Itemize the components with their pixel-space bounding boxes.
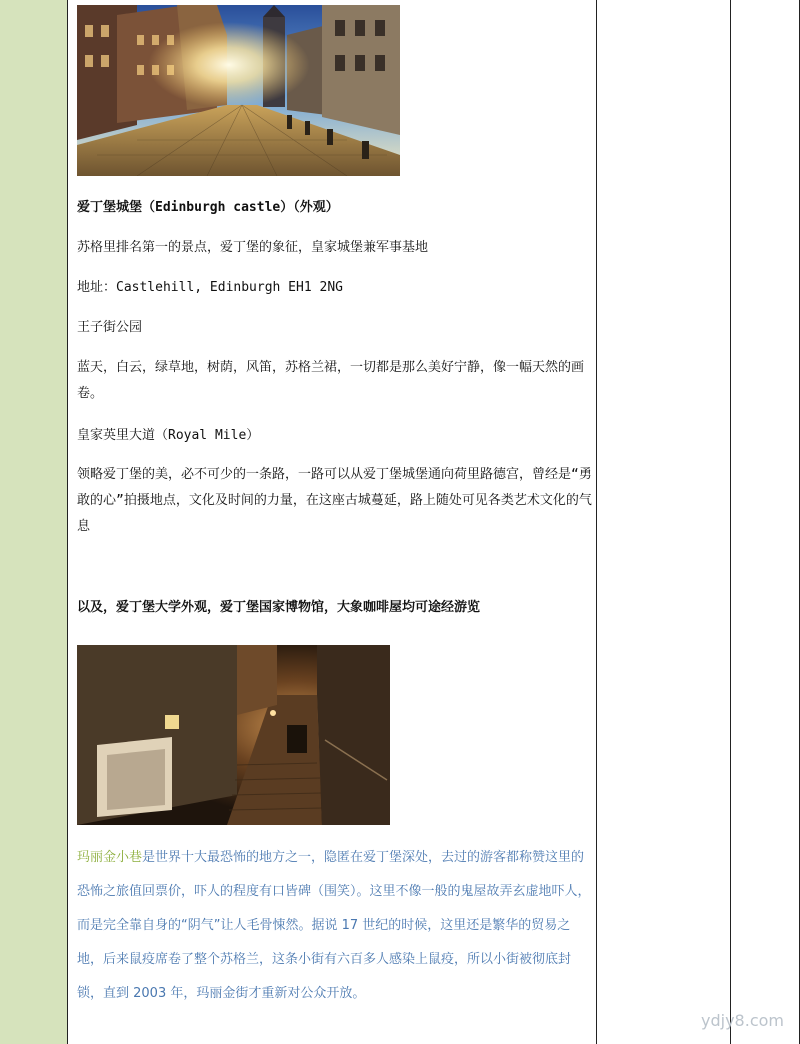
marys-close-name: 玛丽金小巷 [77,850,143,865]
royal-mile-description: 领略爱丁堡的美，必不可少的一条路，一路可以从爱丁堡城堡通向荷里路德宫，曾经是“勇敢的心”拍摄地点，文化及时间的力量，在这座古城蔓延，路上随处可见各类艺术文化的气息 [77,467,592,534]
royal-mile-title: 皇家英里大道（Royal Mile） [77,428,260,443]
mary-kings-close-photo [77,645,390,825]
royal-mile-street-photo [77,5,400,176]
garden-description: 蓝天，白云，绿草地，树荫，风笛，苏格兰裙，一切都是那么美好宁静，像一幅天然的画卷。 [77,360,585,401]
castle-title: 爱丁堡城堡（Edinburgh castle）（外观） [77,200,339,215]
garden-title: 王子街公园 [77,320,143,335]
marys-close-paragraph [77,841,593,1011]
table-column-right-1 [597,0,731,1044]
also-visit-note: 以及，爱丁堡大学外观，爱丁堡国家博物馆，大象咖啡屋均可途经游览 [77,600,481,615]
table-column-left [0,0,68,1044]
castle-address: 地址：Castlehill, Edinburgh EH1 2NG [77,280,343,295]
castle-description: 苏格里排名第一的景点，爱丁堡的象征，皇家城堡兼军事基地 [77,240,429,255]
watermark: ydjy8.com [701,1011,784,1030]
marys-close-description: 是世界十大最恐怖的地方之一，隐匿在爱丁堡深处，去过的游客都称赞这里的恐怖之旅值回票价，吓人的程度有口皆碑（围笑）。这里不像一般的鬼屋故弄玄虚地吓人，而是完全靠自身的“阴气”让人毛骨悚然。据说 17 世纪的时候，这里还是繁华的贸易之地，后来鼠疫席卷了整个苏格兰，这条小街有六百多人感染上鼠疫，所以小街被彻底封锁，直到 2003 年，玛丽金街才重新对公众开放。 [77,850,591,1001]
table-column-right-2 [731,0,800,1044]
